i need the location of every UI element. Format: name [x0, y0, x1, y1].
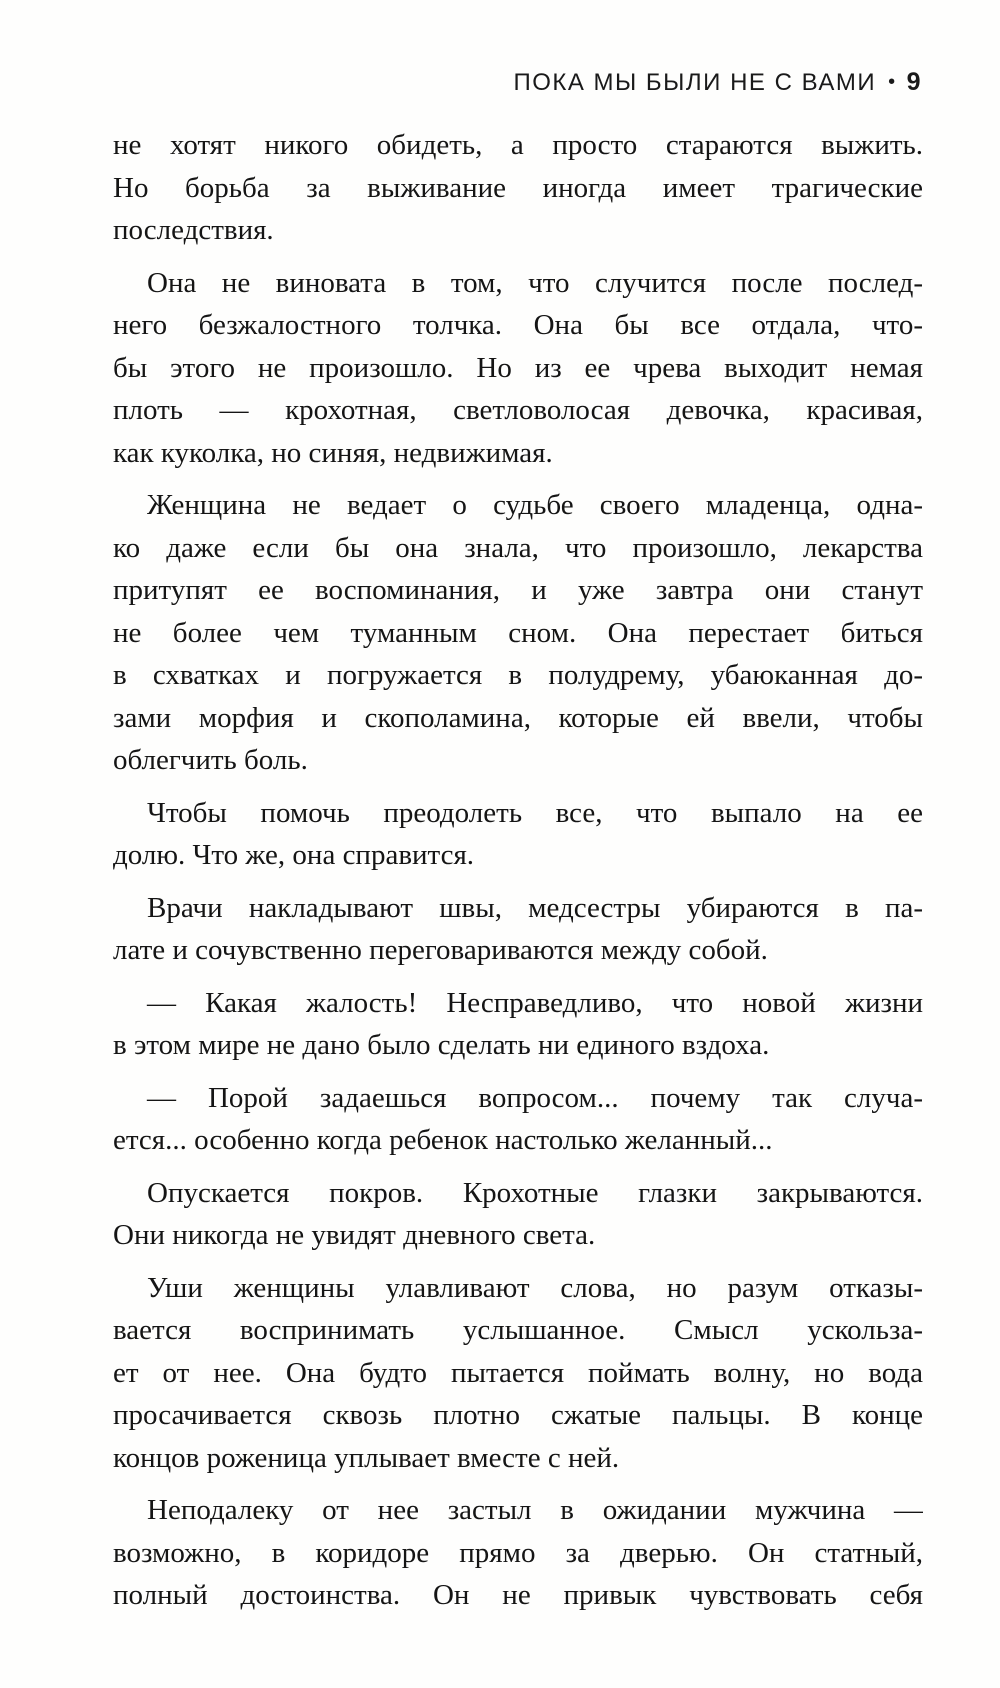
text-line: ко даже если бы она знала, что произошло, лекарства [113, 531, 923, 564]
text-line: вается воспринимать услышанное. Смысл ускольза- [113, 1314, 923, 1346]
text-line: возможно, в коридоре прямо за дверью. Он статный, [113, 1536, 923, 1569]
paragraph [113, 1489, 923, 1617]
text-line: — Порой задаешься вопросом... почему так случа- [147, 1081, 923, 1114]
text-line: облегчить боль. [113, 744, 308, 776]
body-text [113, 124, 923, 1627]
text-line: притупят ее воспоминания, и уже завтра они станут [113, 574, 923, 606]
paragraph [113, 887, 923, 972]
page-number: 9 [906, 68, 922, 96]
running-head-title: ПОКА МЫ БЫЛИ НЕ С ВАМИ [513, 69, 877, 96]
text-line: — Какая жалость! Несправедливо, что новой жизни [147, 986, 923, 1019]
paragraph [113, 792, 923, 877]
paragraph [113, 1172, 923, 1257]
text-line: полный достоинства. Он не привык чувствовать себя [113, 1579, 923, 1611]
text-line: Женщина не ведает о судьбе своего младенца, одна- [147, 489, 923, 521]
text-line: в этом мире не дано было сделать ни единого вздоха. [113, 1029, 770, 1061]
text-line: Врачи накладывают швы, медсестры убираются в па- [147, 891, 923, 924]
text-line: бы этого не произошло. Но из ее чрева выходит немая [113, 351, 923, 384]
text-line: концов роженица уплывает вместе с ней. [113, 1441, 620, 1474]
text-line: ется... особенно когда ребенок настолько желанный... [113, 1124, 773, 1156]
paragraph [113, 982, 923, 1067]
text-line: него безжалостного толчка. Она бы все отдала, что- [113, 309, 923, 341]
paragraph [113, 1077, 923, 1162]
text-line: просачивается сквозь плотно сжатые пальцы. В конце [113, 1399, 923, 1431]
text-line: плоть — крохотная, светловолосая девочка, красивая, [113, 394, 923, 426]
text-line: лате и сочувственно переговариваются между собой. [113, 934, 768, 966]
text-line: в схватках и погружается в полудрему, убаюканная до- [113, 659, 923, 691]
text-line: Чтобы помочь преодолеть все, что выпало на ее [147, 796, 923, 829]
running-head [0, 64, 922, 101]
text-line: зами морфия и скополамина, которые ей ввели, чтобы [113, 701, 923, 734]
text-line: долю. Что же, она справится. [113, 839, 475, 871]
text-line: не более чем туманным сном. Она перестает биться [113, 616, 923, 649]
text-line: Она не виновата в том, что случится после послед- [147, 266, 923, 299]
text-line: как куколка, но синяя, недвижимая. [113, 436, 553, 469]
text-line: ет от нее. Она будто пытается поймать волну, но вода [113, 1356, 923, 1389]
paragraph [113, 262, 923, 475]
paragraph [113, 1267, 923, 1480]
text-line: не хотят никого обидеть, а просто стараются выжить. [113, 129, 923, 161]
paragraph [113, 484, 923, 782]
text-line: Неподалеку от нее застыл в ожидании мужчина — [147, 1494, 923, 1526]
paragraph [113, 124, 923, 252]
text-line: Опускается покров. Крохотные глазки закрываются. [147, 1176, 923, 1209]
text-line: Но борьба за выживание иногда имеет трагические [113, 171, 923, 204]
text-line: Уши женщины улавливают слова, но разум отказы- [147, 1271, 923, 1304]
text-line: последствия. [113, 214, 274, 246]
running-head-separator: • [888, 71, 897, 93]
text-line: Они никогда не увидят дневного света. [113, 1219, 596, 1251]
